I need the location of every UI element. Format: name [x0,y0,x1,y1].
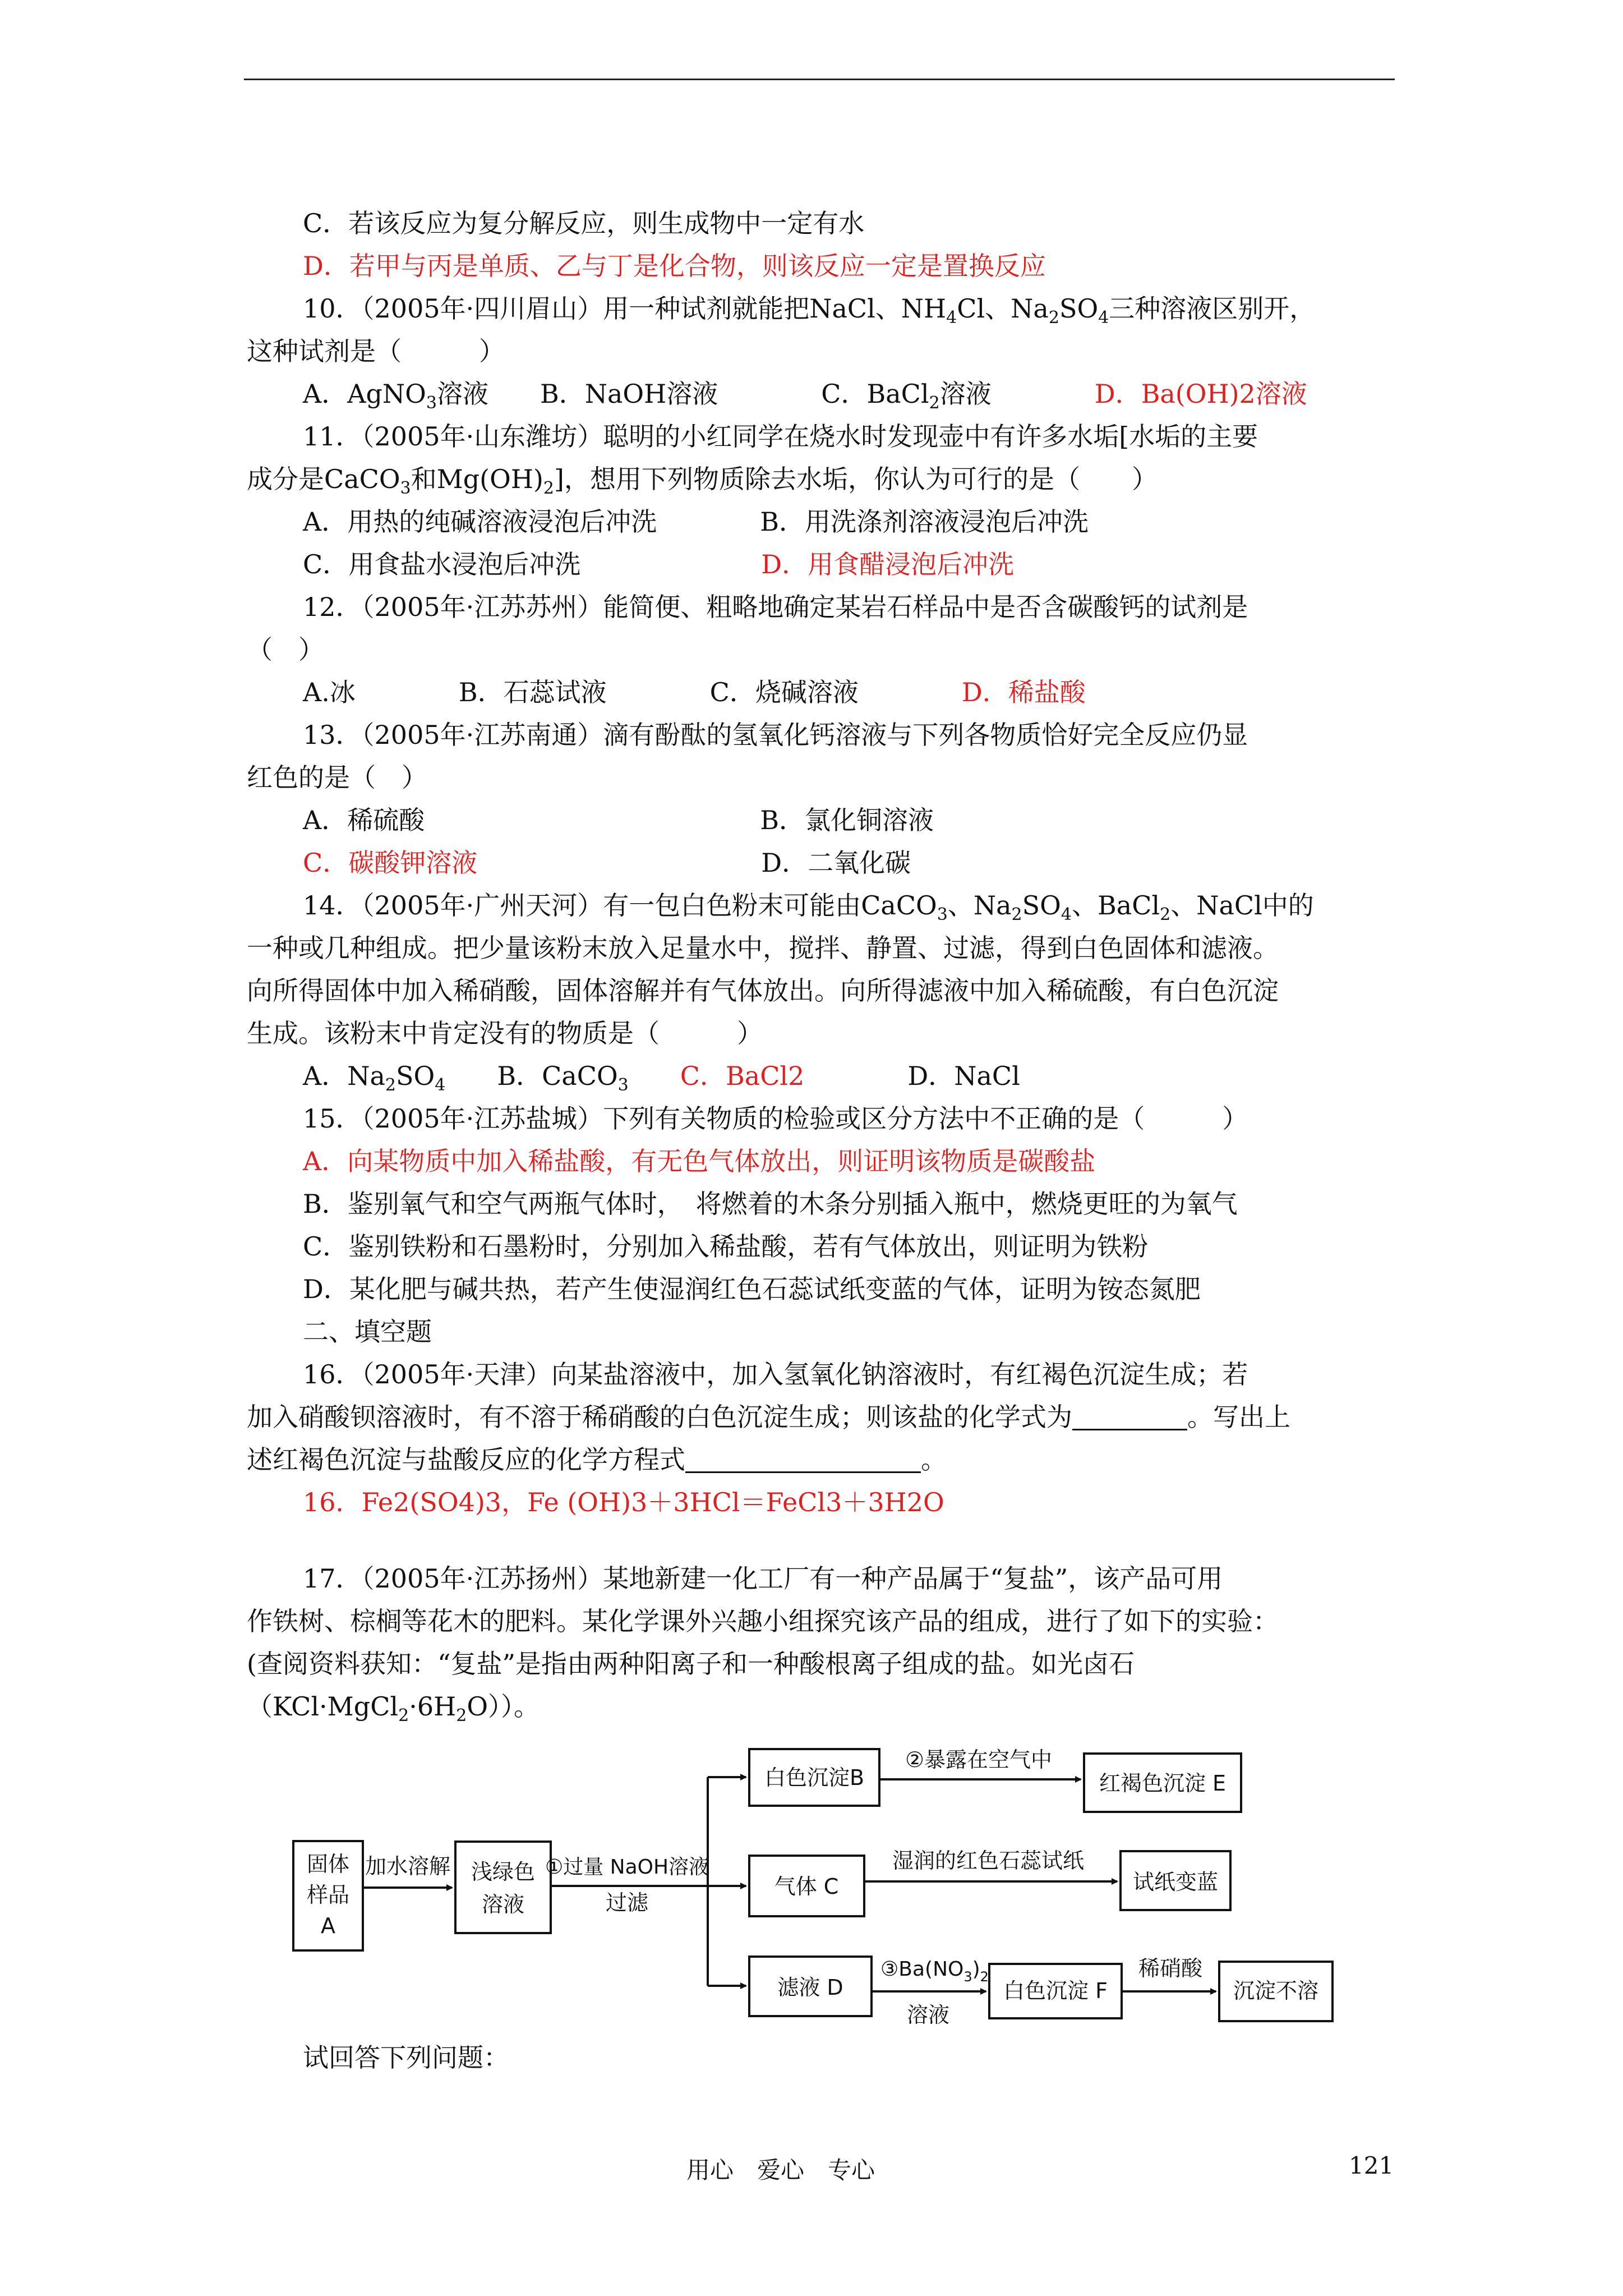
question-prompt: 试回答下列问题： [303,2042,509,2073]
text-line: 15．（2005年·江苏盐城）下列有关物质的检验或区分方法中不正确的是（ ） [303,1103,1248,1134]
box-gas-c [749,1856,864,1916]
text-line [247,1524,1396,1557]
label-solid-sample-2: 样品 [306,1883,350,1907]
text-line: 16．Fe2(SO4)3，Fe (OH)3＋3HCl＝FeCl3＋3H2O [303,1487,944,1517]
footer-slogan: 用心 爱心 专心 [686,2156,875,2184]
text-line: 一种或几种组成。把少量该粉末放入足量水中，搅拌、静置、过滤，得到白色固体和滤液。 [247,933,1279,963]
text-line: B．鉴别氧气和空气两瓶气体时， 将燃着的木条分别插入瓶中，燃烧更旺的为氧气 [303,1189,1238,1219]
text-line: 成分是CaCO$_3$和$Mg(OH)_2$]，想用下列物质除去水垢，你认为可行的是（ ） [247,464,1158,499]
text-line: A.冰 B．石蕊试液 C．烧碱溶液 D．稀盐酸 [303,677,1086,707]
text-line: 13．（2005年·江苏南通）滴有酚酞的氢氧化钙溶液与下列各物质恰好完全反应仍显 [303,720,1248,750]
text-line: 16．（2005年·天津）向某盐溶液中，加入氢氧化钠溶液时，有红褐色沉淀生成；若 [303,1359,1248,1389]
text-line: （ ） [247,634,324,665]
label-step-expose: ②暴露在空气中 [905,1747,1053,1772]
box-precipitate-insoluble [1219,1962,1332,2021]
label-red-brown-e: 红褐色沉淀 E [1099,1771,1227,1796]
box-solid-sample [293,1841,363,1950]
label-white-precipitate-b: 白色沉淀B [764,1765,865,1790]
label-white-precipitate-f: 白色沉淀 F [1003,1978,1108,2003]
text-line: 加入硝酸钡溶液时，有不溶于稀硝酸的白色沉淀生成；则该盐的化学式为 。写出上 [247,1402,1290,1432]
box-filtrate-d [749,1957,872,2016]
label-precipitate-insoluble: 沉淀不溶 [1233,1978,1319,2003]
text-line: C．用食盐水浸泡后冲洗 D．用食醋浸泡后冲洗 [303,549,1015,579]
label-light-green-1: 浅绿色 [471,1860,536,1884]
text-line: 12．（2005年·江苏苏州）能简便、粗略地确定某岩石样品中是否含碳酸钙的试剂是 [303,592,1248,622]
label-filtrate-d: 滤液 D [777,1975,843,2000]
text-line: 14．（2005年·广州天河）有一包白色粉末可能由CaCO$_3$、$Na_2SO_4$、BaCl$_2$、NaCl中的 [303,890,1314,925]
label-step-nitric: 稀硝酸 [1138,1956,1203,1981]
text-line: A．$Na_2SO_4$ B．CaCO$_3$ C．BaCl2 D．NaCl [303,1061,1020,1096]
box-white-precipitate-f [989,1964,1122,2018]
text-line: C．若该反应为复分解反应，则生成物中一定有水 [303,208,865,238]
label-step-filter: 过滤 [605,1890,649,1915]
text-line: A．向某物质中加入稀盐酸，有无色气体放出，则证明该物质是碳酸盐 [303,1146,1096,1176]
box-red-brown-precipitate-e [1084,1754,1241,1812]
box-paper-turns-blue [1121,1851,1230,1910]
box-light-green-solution [455,1842,551,1933]
text-line: A．AgNO$_3$溶液 B．NaOH溶液 C．BaCl$_2$溶液 D．Ba(OH)2溶液 [303,379,1307,413]
label-solid-sample-3: A [321,1913,335,1938]
text-line: 11．（2005年·山东潍坊）聪明的小红同学在烧水时发现壶中有许多水垢[水垢的主要 [303,421,1258,452]
text-line: (查阅资料获知：“复盐”是指由两种阳离子和一种酸根离子组成的盐。如光卤石 [247,1649,1135,1679]
text-line: 二、填空题 [303,1317,432,1347]
label-solid-sample-1: 固体 [306,1852,350,1876]
label-step-dissolve: 加水溶解 [365,1854,451,1879]
text-line: 10．（2005年·四川眉山）用一种试剂就能把NaCl、$NH_4Cl$、$Na_2SO_4$三种溶液区别开， [303,293,1316,328]
text-line: 作铁树、棕榈等花木的肥料。某化学课外兴趣小组探究该产品的组成，进行了如下的实验： [247,1606,1279,1636]
text-line: C．碳酸钾溶液 D．二氧化碳 [303,848,911,878]
text-line: 这种试剂是（ ） [247,336,505,366]
label-step-litmus: 湿润的红色石蕊试纸 [892,1848,1085,1873]
label-step-bano3: $③Ba(NO_3)_2$ [880,1958,989,1985]
box-white-precipitate-b [749,1749,879,1806]
label-step-naoh: ①过量 NaOH溶液 [545,1856,709,1879]
text-line: A．稀硫酸 B．氯化铜溶液 [303,805,934,835]
text-line: A．用热的纯碱溶液浸泡后冲洗 B．用洗涤剂溶液浸泡后冲洗 [303,507,1089,537]
page-number: 121 [1349,2152,1394,2179]
text-line: $(KCl\cdot MgCl_2\cdot 6H_2O)$）。 [247,1691,540,1726]
document-body [247,202,1396,1728]
label-paper-turns-blue: 试纸变蓝 [1132,1870,1219,1894]
text-line: 生成。该粉末中肯定没有的物质是（ ） [247,1018,763,1048]
header-rule [244,79,1395,80]
text-line: 红色的是（ ） [247,762,427,793]
text-line: D．某化肥与碱共热，若产生使湿润红色石蕊试纸变蓝的气体，证明为铵态氮肥 [303,1274,1201,1304]
text-line: C．鉴别铁粉和石墨粉时，分别加入稀盐酸，若有气体放出，则证明为铁粉 [303,1231,1149,1262]
label-step-bano3-solution: 溶液 [906,2003,950,2027]
label-gas-c: 气体 C [774,1874,839,1899]
label-light-green-2: 溶液 [481,1892,525,1917]
text-line: 17．（2005年·江苏扬州）某地新建一化工厂有一种产品属于“复盐”，该产品可用 [303,1563,1223,1594]
text-line: D．若甲与丙是单质、乙与丁是化合物，则该反应一定是置换反应 [303,251,1046,281]
text-line: 向所得固体中加入稀硝酸，固体溶解并有气体放出。向所得滤液中加入稀硫酸，有白色沉淀 [247,976,1279,1006]
text-line: 述红褐色沉淀与盐酸反应的化学方程式 。 [247,1444,947,1475]
